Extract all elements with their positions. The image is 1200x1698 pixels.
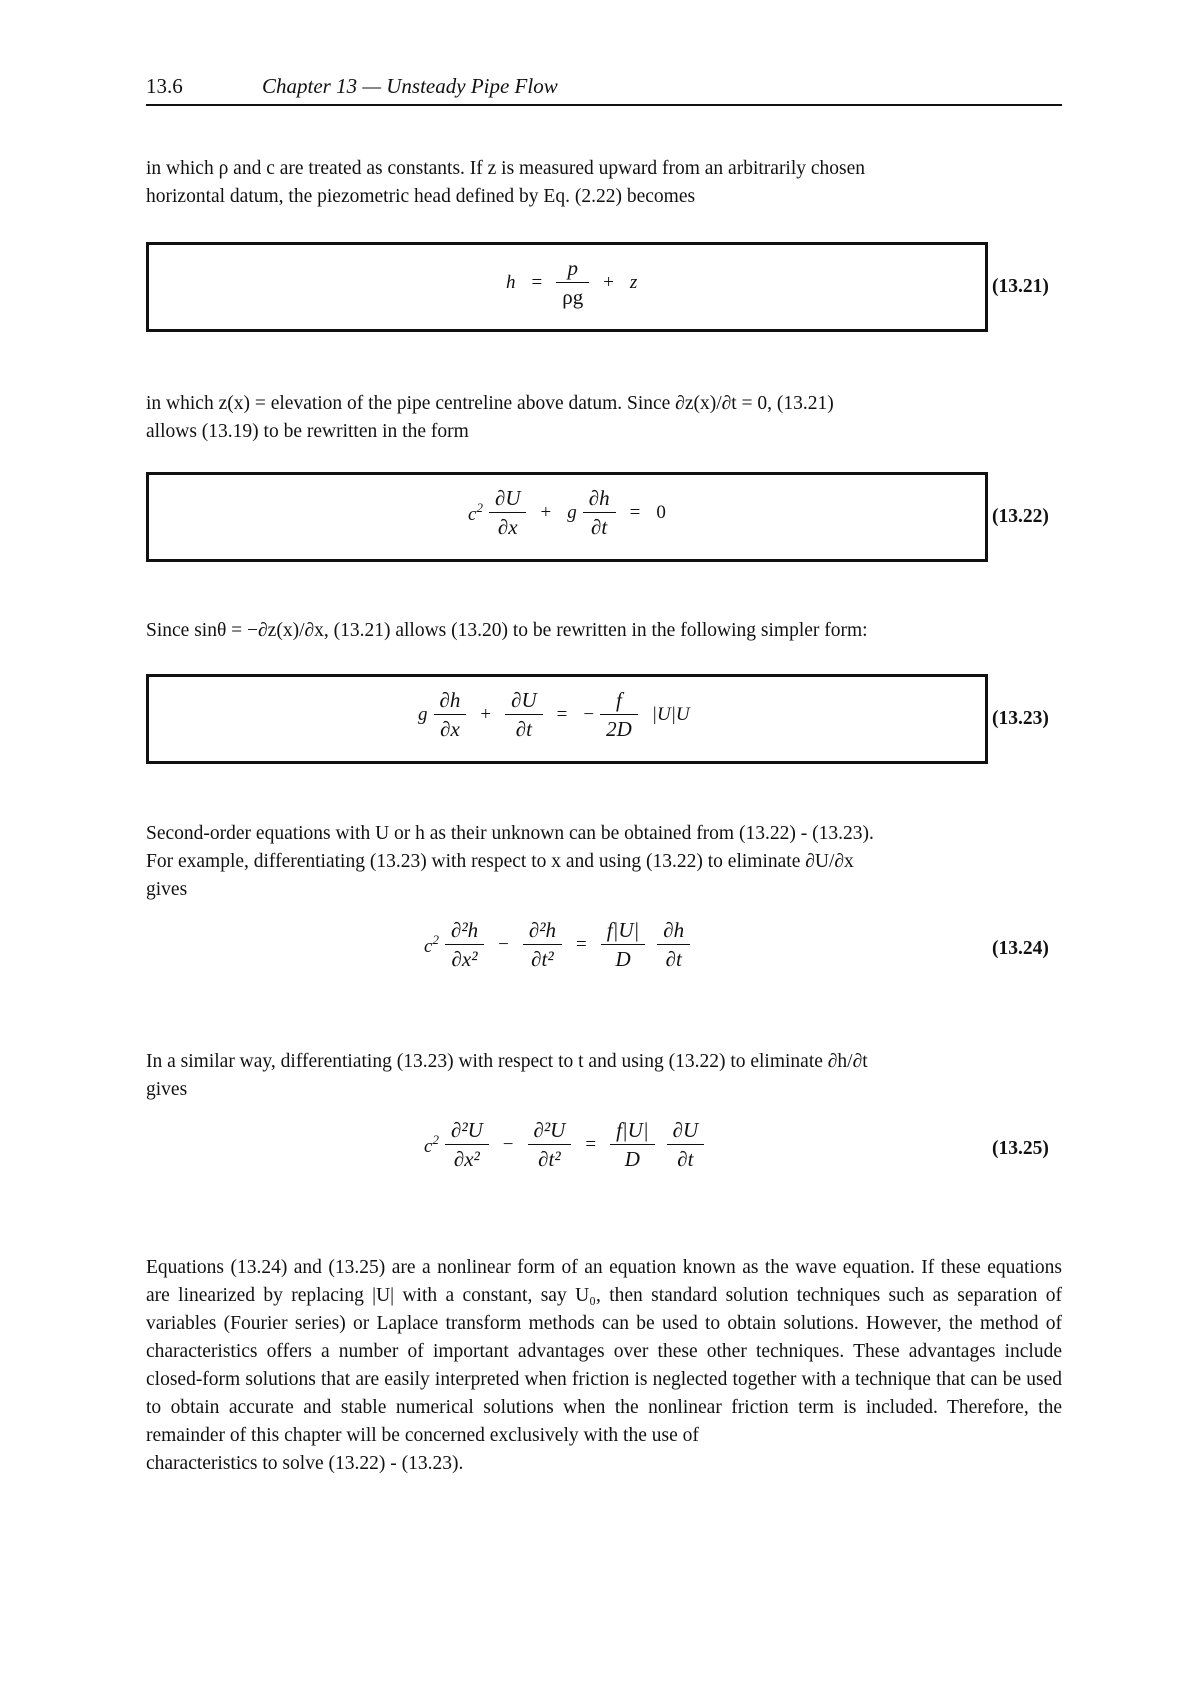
eq23-fraction-2 xyxy=(505,688,543,741)
eq25-f3-num: f|U| xyxy=(610,1118,655,1145)
eq23-equals: = xyxy=(556,703,568,725)
eq21-equals: = xyxy=(531,271,543,293)
paragraph-3 xyxy=(146,617,1062,645)
eq24-fraction-1 xyxy=(445,918,484,971)
page-number: 13.6 xyxy=(146,74,183,98)
eq23-fraction-1 xyxy=(434,688,467,741)
eq23-f1-num: ∂h xyxy=(434,688,467,715)
eq25-f1-num: ∂²U xyxy=(445,1118,489,1145)
eq23-coef1: g xyxy=(418,703,428,725)
equation-13-25 xyxy=(416,1118,710,1171)
eq25-f4-den: ∂t xyxy=(677,1147,694,1171)
equation-number-13-25: (13.25) xyxy=(992,1138,1049,1159)
eq23-f2-num: ∂U xyxy=(505,688,543,715)
eq22-equals: = xyxy=(629,501,641,523)
paragraph-5-line-1: In a similar way, differentiating (13.23) with respect to t and using (13.22) to eliminate ∂h/∂t xyxy=(146,1051,868,1072)
paragraph-1-line-2: horizontal datum, the piezometric head defined by Eq. (2.22) becomes xyxy=(146,186,696,207)
eq23-f1-den: ∂x xyxy=(440,717,460,741)
eq24-f1-num: ∂²h xyxy=(445,918,484,945)
eq24-f3-den: D xyxy=(615,947,631,971)
equation-number-13-22: (13.22) xyxy=(992,506,1049,527)
equation-13-21 xyxy=(498,256,645,309)
equation-number-13-24: (13.24) xyxy=(992,938,1049,959)
eq24-f2-den: ∂t² xyxy=(531,947,554,971)
paragraph-3-line-1: Since sinθ = −∂z(x)/∂x, (13.21) allows (13.20) to be rewritten in the following simpler form: xyxy=(146,620,868,641)
page-header xyxy=(146,70,1062,106)
eq23-f3-num: f xyxy=(600,688,638,715)
eq22-fraction-1 xyxy=(489,486,527,539)
eq23-plus: + xyxy=(480,703,492,725)
paragraph-1 xyxy=(146,155,1062,211)
eq25-coef: $c^2$ xyxy=(424,1131,439,1157)
equation-number-13-23: (13.23) xyxy=(992,708,1049,729)
eq24-equals: = xyxy=(576,933,587,955)
paragraph-4-line-3: gives xyxy=(146,879,188,900)
eq25-f3-den: D xyxy=(624,1147,640,1171)
equation-13-22 xyxy=(460,486,674,539)
eq23-minus: − xyxy=(583,703,595,725)
equation-13-24 xyxy=(416,918,696,971)
eq24-fraction-3 xyxy=(601,918,646,971)
eq22-plus: + xyxy=(540,501,552,523)
eq25-fraction-3 xyxy=(610,1118,655,1171)
chapter-title: Chapter 13 — Unsteady Pipe Flow xyxy=(262,74,558,98)
eq25-f2-num: ∂²U xyxy=(528,1118,572,1145)
eq25-minus: − xyxy=(502,1133,514,1155)
eq22-coef2: g xyxy=(567,501,577,523)
paragraph-4-line-1: Second-order equations with U or h as their unknown can be obtained from (13.22) - (13.23). xyxy=(146,823,874,844)
eq21-fraction xyxy=(556,256,589,309)
eq21-plus: + xyxy=(603,271,614,293)
paragraph-4 xyxy=(146,820,1062,904)
eq22-f2-num: ∂h xyxy=(583,486,616,513)
eq25-equals: = xyxy=(585,1133,597,1155)
eq22-f1-num: ∂U xyxy=(489,486,527,513)
paragraph-2-line-1: in which z(x) = elevation of the pipe centreline above datum. Since ∂z(x)/∂t = 0, (13.21) xyxy=(146,393,834,414)
eq24-fraction-4 xyxy=(657,918,690,971)
paragraph-2-line-2: allows (13.19) to be rewritten in the form xyxy=(146,421,469,442)
eq22-fraction-2 xyxy=(583,486,616,539)
eq25-fraction-4 xyxy=(667,1118,705,1171)
eq25-fraction-1 xyxy=(445,1118,489,1171)
paragraph-2 xyxy=(146,390,1062,446)
eq22-f1-den: ∂x xyxy=(497,515,518,539)
eq25-fraction-2 xyxy=(528,1118,572,1171)
eq25-f2-den: ∂t² xyxy=(538,1147,561,1171)
eq24-coef: $c^2$ xyxy=(424,931,439,957)
eq24-f4-den: ∂t xyxy=(665,947,682,971)
eq22-coef1: $c^2$ xyxy=(468,499,483,525)
eq24-minus: − xyxy=(498,933,509,955)
eq25-f4-num: ∂U xyxy=(667,1118,705,1145)
eq22-f2-den: ∂t xyxy=(591,515,608,539)
eq21-numerator: p xyxy=(556,256,589,283)
eq21-denominator: ρg xyxy=(562,285,584,309)
eq21-lhs: h xyxy=(506,271,516,293)
eq24-fraction-2 xyxy=(523,918,562,971)
eq23-f2-den: ∂t xyxy=(515,717,532,741)
paragraph-6 xyxy=(146,1254,1062,1478)
equation-13-23 xyxy=(410,688,698,741)
eq23-f3-den: 2D xyxy=(606,717,632,741)
eq23-fraction-3 xyxy=(600,688,638,741)
paragraph-4-line-2: For example, differentiating (13.23) with respect to x and using (13.22) to eliminate ∂U/∂x xyxy=(146,851,854,872)
paragraph-5 xyxy=(146,1048,1062,1104)
eq24-f4-num: ∂h xyxy=(657,918,690,945)
eq24-f2-num: ∂²h xyxy=(523,918,562,945)
eq24-f3-num: f|U| xyxy=(601,918,646,945)
eq23-tail: |U|U xyxy=(651,703,690,725)
equation-number-13-21: (13.21) xyxy=(992,276,1049,297)
eq25-f1-den: ∂x² xyxy=(453,1147,480,1171)
paragraph-5-line-2: gives xyxy=(146,1079,188,1100)
eq21-term: z xyxy=(629,271,638,293)
paragraph-6-last-line: characteristics to solve (13.22) - (13.23). xyxy=(146,1453,464,1474)
paragraph-6-body: Equations (13.24) and (13.25) are a nonlinear form of an equation known as the wave equation. If these equations are linearized by replacing |U| with a constant, say U₀, then standard solution techniques such as separation of variables (Fourier series) or Laplace transform methods can be used to obtain solutions. However, the method of characteristics offers a number of important advantages over these other techniques. These advantages include closed-form solutions that are easily interpreted when friction is neglected together with a technique that can be used to obtain accurate and stable numerical solutions when the nonlinear friction term is included. Therefore, the remainder of this chapter will be concerned exclusively with the use of xyxy=(146,1257,1062,1446)
eq24-f1-den: ∂x² xyxy=(451,947,478,971)
eq22-rhs: 0 xyxy=(656,501,666,523)
paragraph-1-line-1: in which ρ and c are treated as constants. If z is measured upward from an arbitrarily chosen xyxy=(146,158,866,179)
